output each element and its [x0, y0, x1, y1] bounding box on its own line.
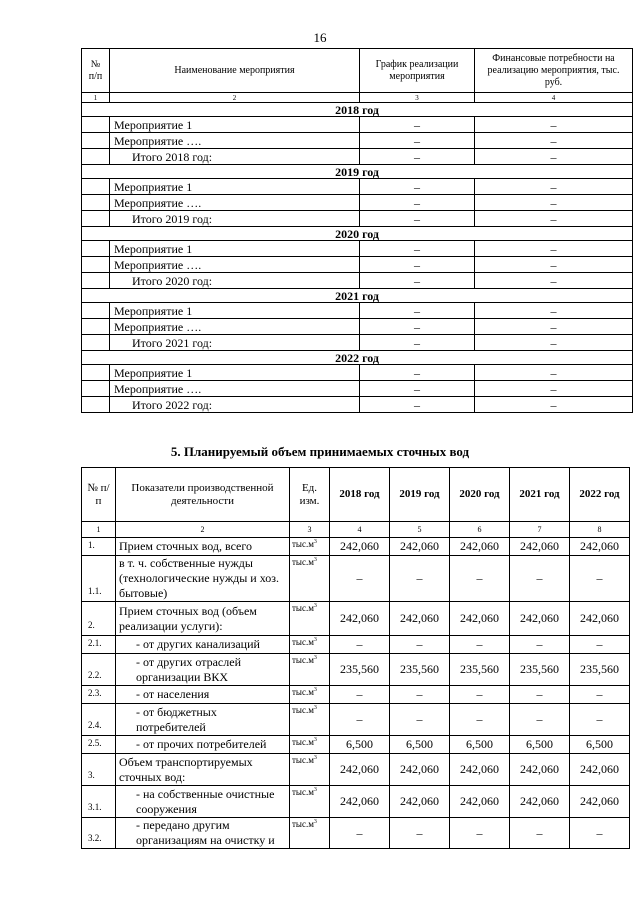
- year-value: –: [390, 636, 450, 654]
- total-row: [82, 335, 633, 351]
- column-number: 7: [510, 522, 570, 538]
- year-value: 242,060: [570, 754, 630, 786]
- total-row: [82, 211, 633, 227]
- unit-label: тыс.м: [292, 539, 314, 549]
- year-value: –: [570, 704, 630, 736]
- indicator-row: [82, 654, 630, 686]
- section-title: 5. Планируемый объем принимаемых сточных вод: [170, 444, 470, 459]
- col-year-2019-header: 2019 год: [390, 468, 450, 522]
- row-number: [82, 381, 110, 397]
- unit-superscript: 3: [313, 819, 317, 825]
- year-value: 6,500: [330, 736, 390, 754]
- finance-value: –: [475, 117, 633, 133]
- finance-value: –: [475, 365, 633, 381]
- column-numbers-row: [82, 522, 630, 538]
- column-number: 1: [82, 93, 110, 103]
- unit-label: тыс.м: [292, 687, 314, 697]
- indicator-row: [82, 602, 630, 636]
- year-value: 235,560: [390, 654, 450, 686]
- unit-label: тыс.м: [292, 787, 314, 797]
- col-finance-header: Финансовые потребности на реализацию мероприятия, тыс. руб.: [475, 49, 633, 93]
- year-value: 242,060: [510, 602, 570, 636]
- total-label: Итого 2018 год:: [110, 149, 360, 165]
- col-unit-header: Ед. изм.: [290, 468, 330, 522]
- finance-value: –: [475, 381, 633, 397]
- unit-cell: [290, 818, 330, 849]
- finance-value: –: [475, 133, 633, 149]
- finance-value: –: [475, 179, 633, 195]
- year-value: –: [330, 636, 390, 654]
- year-row: [82, 351, 633, 365]
- year-value: –: [510, 686, 570, 704]
- unit-superscript: 3: [313, 755, 317, 761]
- row-number: [82, 319, 110, 335]
- year-value: 242,060: [390, 602, 450, 636]
- year-label: 2020 год: [82, 227, 633, 241]
- indicator-name: - передано другим организациям на очистку и: [116, 818, 290, 849]
- activities-table-header: [82, 49, 633, 93]
- col-year-2018-header: 2018 год: [330, 468, 390, 522]
- year-value: –: [570, 556, 630, 602]
- year-value: 242,060: [330, 602, 390, 636]
- year-row: [82, 103, 633, 117]
- schedule-value: –: [360, 397, 475, 413]
- indicator-name: Прием сточных вод (объем реализации услуги):: [116, 602, 290, 636]
- year-value: 242,060: [330, 754, 390, 786]
- year-value: –: [570, 636, 630, 654]
- row-number: 3.: [82, 754, 116, 786]
- column-number: 6: [450, 522, 510, 538]
- year-value: –: [330, 818, 390, 849]
- schedule-value: –: [360, 273, 475, 289]
- row-number: [82, 397, 110, 413]
- row-number: [82, 241, 110, 257]
- finance-value: –: [475, 319, 633, 335]
- indicator-name: - от других канализаций: [116, 636, 290, 654]
- year-value: 242,060: [390, 786, 450, 818]
- year-value: –: [450, 818, 510, 849]
- activity-name: Мероприятие 1: [110, 241, 360, 257]
- row-number: 2.5.: [82, 736, 116, 754]
- unit-cell: [290, 556, 330, 602]
- unit-cell: [290, 686, 330, 704]
- total-row: [82, 273, 633, 289]
- row-number: 2.3.: [82, 686, 116, 704]
- col-num-header: № п/п: [82, 468, 116, 522]
- unit-superscript: 3: [313, 655, 317, 661]
- year-value: 6,500: [390, 736, 450, 754]
- activity-row: [82, 381, 633, 397]
- unit-cell: [290, 736, 330, 754]
- schedule-value: –: [360, 335, 475, 351]
- year-value: 242,060: [510, 786, 570, 818]
- activity-row: [82, 365, 633, 381]
- year-row: [82, 289, 633, 303]
- row-number: [82, 303, 110, 319]
- col-name-header: Наименование мероприятия: [110, 49, 360, 93]
- year-value: –: [450, 556, 510, 602]
- year-value: –: [570, 818, 630, 849]
- schedule-value: –: [360, 257, 475, 273]
- unit-superscript: 3: [313, 687, 317, 693]
- year-value: 235,560: [510, 654, 570, 686]
- unit-superscript: 3: [313, 705, 317, 711]
- column-number: 2: [110, 93, 360, 103]
- row-number: 1.1.: [82, 556, 116, 602]
- activity-name: Мероприятие 1: [110, 179, 360, 195]
- activity-name: Мероприятие ….: [110, 195, 360, 211]
- finance-value: –: [475, 195, 633, 211]
- total-label: Итого 2019 год:: [110, 211, 360, 227]
- year-value: 242,060: [330, 538, 390, 556]
- activity-name: Мероприятие 1: [110, 365, 360, 381]
- unit-label: тыс.м: [292, 737, 314, 747]
- year-label: 2018 год: [82, 103, 633, 117]
- activity-row: [82, 241, 633, 257]
- row-number: [82, 365, 110, 381]
- indicator-row: [82, 556, 630, 602]
- indicator-name: - от других отраслей организации ВКХ: [116, 654, 290, 686]
- schedule-value: –: [360, 319, 475, 335]
- year-value: 6,500: [570, 736, 630, 754]
- unit-label: тыс.м: [292, 603, 314, 613]
- activity-name: Мероприятие 1: [110, 303, 360, 319]
- year-value: –: [390, 704, 450, 736]
- year-value: 235,560: [330, 654, 390, 686]
- unit-cell: [290, 602, 330, 636]
- year-value: –: [450, 636, 510, 654]
- unit-cell: [290, 654, 330, 686]
- wastewater-volume-table: [81, 467, 630, 849]
- finance-value: –: [475, 397, 633, 413]
- schedule-value: –: [360, 303, 475, 319]
- unit-superscript: 3: [313, 737, 317, 743]
- activity-row: [82, 133, 633, 149]
- year-label: 2019 год: [82, 165, 633, 179]
- activity-row: [82, 257, 633, 273]
- row-number: [82, 117, 110, 133]
- schedule-value: –: [360, 179, 475, 195]
- year-value: –: [510, 704, 570, 736]
- total-label: Итого 2020 год:: [110, 273, 360, 289]
- schedule-value: –: [360, 365, 475, 381]
- year-value: 235,560: [450, 654, 510, 686]
- finance-value: –: [475, 241, 633, 257]
- row-number: [82, 211, 110, 227]
- year-label: 2022 год: [82, 351, 633, 365]
- year-value: –: [450, 704, 510, 736]
- unit-label: тыс.м: [292, 819, 314, 829]
- activity-name: Мероприятие 1: [110, 117, 360, 133]
- total-row: [82, 149, 633, 165]
- row-number: 3.2.: [82, 818, 116, 849]
- schedule-value: –: [360, 117, 475, 133]
- year-value: –: [450, 686, 510, 704]
- row-number: 1.: [82, 538, 116, 556]
- year-value: 242,060: [390, 754, 450, 786]
- row-number: [82, 179, 110, 195]
- schedule-value: –: [360, 149, 475, 165]
- finance-value: –: [475, 303, 633, 319]
- column-number: 5: [390, 522, 450, 538]
- total-label: Итого 2022 год:: [110, 397, 360, 413]
- unit-label: тыс.м: [292, 557, 314, 567]
- year-value: 242,060: [570, 538, 630, 556]
- row-number: [82, 257, 110, 273]
- schedule-value: –: [360, 133, 475, 149]
- indicator-name: в т. ч. собственные нужды (технологические нужды и хоз. бытовые): [116, 556, 290, 602]
- year-value: 242,060: [450, 538, 510, 556]
- schedule-value: –: [360, 241, 475, 257]
- col-year-2020-header: 2020 год: [450, 468, 510, 522]
- year-row: [82, 227, 633, 241]
- year-value: –: [330, 704, 390, 736]
- indicator-row: [82, 538, 630, 556]
- indicator-name: Объем транспортируемых сточных вод:: [116, 754, 290, 786]
- col-num-header: № п/п: [82, 49, 110, 93]
- year-value: –: [510, 818, 570, 849]
- row-number: 2.1.: [82, 636, 116, 654]
- year-value: –: [390, 818, 450, 849]
- indicator-row: [82, 686, 630, 704]
- page-number: 16: [313, 30, 327, 45]
- col-schedule-header: График реализации мероприятия: [360, 49, 475, 93]
- year-value: 242,060: [450, 602, 510, 636]
- total-label: Итого 2021 год:: [110, 335, 360, 351]
- activity-row: [82, 319, 633, 335]
- year-value: 242,060: [570, 786, 630, 818]
- col-indicators-header: Показатели производственной деятельности: [116, 468, 290, 522]
- activity-name: Мероприятие ….: [110, 257, 360, 273]
- unit-cell: [290, 754, 330, 786]
- year-value: –: [510, 636, 570, 654]
- unit-superscript: 3: [313, 637, 317, 643]
- year-value: 242,060: [510, 754, 570, 786]
- unit-label: тыс.м: [292, 755, 314, 765]
- unit-superscript: 3: [313, 539, 317, 545]
- total-row: [82, 397, 633, 413]
- indicator-name: - от населения: [116, 686, 290, 704]
- year-value: –: [330, 556, 390, 602]
- row-number: [82, 335, 110, 351]
- year-label: 2021 год: [82, 289, 633, 303]
- activity-row: [82, 179, 633, 195]
- row-number: 2.2.: [82, 654, 116, 686]
- indicator-row: [82, 736, 630, 754]
- row-number: 3.1.: [82, 786, 116, 818]
- row-number: 2.: [82, 602, 116, 636]
- schedule-value: –: [360, 211, 475, 227]
- year-value: –: [510, 556, 570, 602]
- unit-cell: [290, 704, 330, 736]
- indicator-name: - на собственные очистные сооружения: [116, 786, 290, 818]
- unit-superscript: 3: [313, 603, 317, 609]
- activity-row: [82, 117, 633, 133]
- indicator-row: [82, 636, 630, 654]
- year-value: 242,060: [450, 786, 510, 818]
- unit-cell: [290, 786, 330, 818]
- finance-value: –: [475, 149, 633, 165]
- column-number: 2: [116, 522, 290, 538]
- wastewater-table-header: [82, 468, 630, 522]
- column-number: 4: [330, 522, 390, 538]
- indicator-name: Прием сточных вод, всего: [116, 538, 290, 556]
- activity-row: [82, 303, 633, 319]
- unit-superscript: 3: [313, 787, 317, 793]
- column-number: 8: [570, 522, 630, 538]
- year-value: 242,060: [510, 538, 570, 556]
- indicator-name: - от прочих потребителей: [116, 736, 290, 754]
- year-value: –: [390, 686, 450, 704]
- column-number: 3: [290, 522, 330, 538]
- unit-cell: [290, 538, 330, 556]
- year-value: 6,500: [450, 736, 510, 754]
- schedule-value: –: [360, 381, 475, 397]
- activity-name: Мероприятие ….: [110, 319, 360, 335]
- schedule-value: –: [360, 195, 475, 211]
- finance-value: –: [475, 335, 633, 351]
- unit-label: тыс.м: [292, 705, 314, 715]
- activities-table: [81, 48, 633, 413]
- year-value: –: [570, 686, 630, 704]
- row-number: [82, 149, 110, 165]
- col-year-2021-header: 2021 год: [510, 468, 570, 522]
- year-value: 242,060: [330, 786, 390, 818]
- column-number: 1: [82, 522, 116, 538]
- row-number: [82, 273, 110, 289]
- year-value: 242,060: [390, 538, 450, 556]
- year-value: –: [330, 686, 390, 704]
- year-value: 235,560: [570, 654, 630, 686]
- unit-label: тыс.м: [292, 637, 314, 647]
- unit-label: тыс.м: [292, 655, 314, 665]
- year-value: –: [390, 556, 450, 602]
- indicator-name: - от бюджетных потребителей: [116, 704, 290, 736]
- column-numbers-row: [82, 93, 633, 103]
- row-number: [82, 195, 110, 211]
- indicator-row: [82, 818, 630, 849]
- row-number: 2.4.: [82, 704, 116, 736]
- year-value: 6,500: [510, 736, 570, 754]
- indicator-row: [82, 786, 630, 818]
- year-value: 242,060: [450, 754, 510, 786]
- finance-value: –: [475, 273, 633, 289]
- row-number: [82, 133, 110, 149]
- finance-value: –: [475, 211, 633, 227]
- column-number: 3: [360, 93, 475, 103]
- activity-name: Мероприятие ….: [110, 133, 360, 149]
- unit-superscript: 3: [313, 557, 317, 563]
- year-value: 242,060: [570, 602, 630, 636]
- activity-row: [82, 195, 633, 211]
- unit-cell: [290, 636, 330, 654]
- column-number: 4: [475, 93, 633, 103]
- indicator-row: [82, 704, 630, 736]
- finance-value: –: [475, 257, 633, 273]
- year-row: [82, 165, 633, 179]
- activity-name: Мероприятие ….: [110, 381, 360, 397]
- col-year-2022-header: 2022 год: [570, 468, 630, 522]
- indicator-row: [82, 754, 630, 786]
